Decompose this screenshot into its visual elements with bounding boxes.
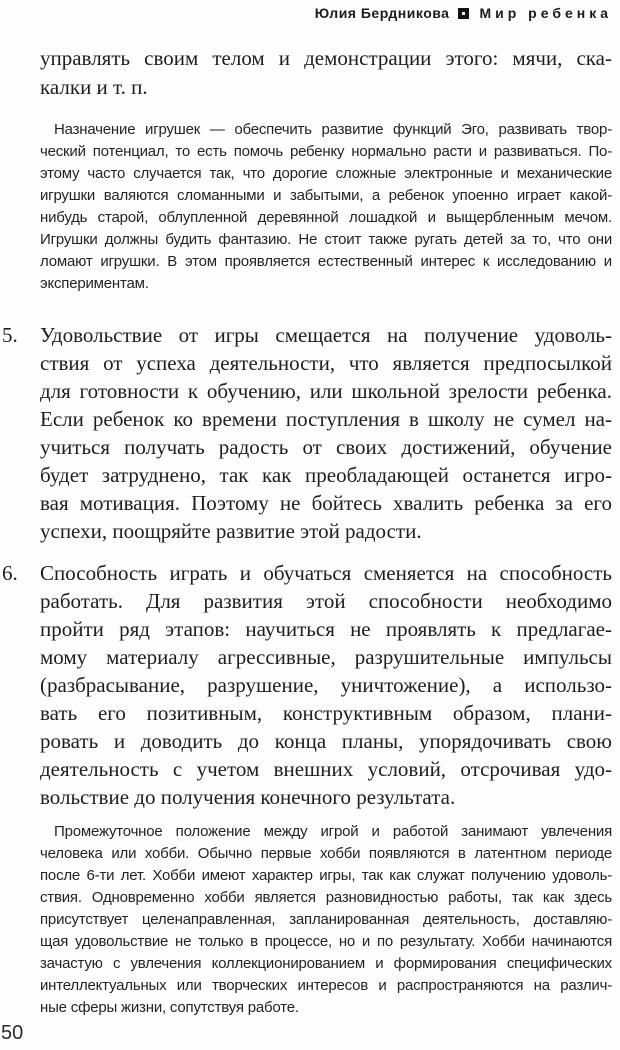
note-paragraph-hobby: [40, 821, 612, 1019]
text-line: калки и т. п.: [40, 75, 148, 99]
text-line: вать его позитивным, конструктивным образом, плани-: [40, 701, 612, 725]
text-line: интеллектуальных или творческих интересов и распространяются на различ-: [40, 977, 612, 994]
text-line: игрушки валяются сломанными и забытыми, а ребенок упоенно играет какой-: [40, 187, 612, 204]
text-line: ческий потенциал, то есть помочь ребенку нормально расти и развиваться. По-: [40, 143, 612, 160]
text-line: работать. Для развития этой способности необходимо: [40, 589, 612, 613]
text-line: щая удовольствие не только в процессе, но и по результату. Хобби начинаются: [40, 933, 612, 950]
square-bullet-dot: [462, 12, 465, 15]
text-line: присутствует целенаправленная, запланированная деятельность, доставляю-: [40, 911, 612, 928]
note-paragraph-toys: [40, 119, 612, 295]
text-line: для готовности к обучению, или школьной зрелости ребенка.: [40, 379, 612, 403]
text-line: успехи, поощряйте развитие этой радости.: [40, 519, 422, 543]
page-number: 50: [1, 1022, 24, 1044]
text-line: деятельность с учетом внешних условий, отсрочивая удо-: [40, 757, 612, 781]
item-6-text: [40, 559, 612, 811]
text-line: этому часто случается так, что дорогие сложные электронные и механические: [40, 165, 612, 182]
text-line: ствия. Одновременно хобби является разновидностью работы, так как здесь: [40, 889, 612, 906]
text-line: человека или хобби. Обычно первые хобби появляются в латентном периоде: [40, 845, 612, 862]
text-line: нибудь старой, облупленной деревянной лошадкой и выщербленным мечом.: [40, 209, 612, 226]
square-bullet-icon: [458, 8, 469, 19]
running-header: [0, 0, 620, 21]
text-line: Удовольствие от игры смещается на получение удоволь-: [40, 323, 612, 347]
text-line: пройти ряд этапов: научиться не проявлять к предлагае-: [40, 617, 612, 641]
text-line: будет затруднено, так как преобладающей останется игро-: [40, 463, 612, 487]
text-line: управлять своим телом и демонстрации этого: мячи, ска-: [40, 46, 612, 70]
item-5-text: [40, 321, 612, 545]
text-line: ные сферы жизни, сопутствуя работе.: [40, 999, 299, 1016]
paragraph-continuation: [40, 44, 612, 102]
text-line: после 6-ти лет. Хобби имеют характер игры, так как служат получению удоволь-: [40, 867, 612, 884]
text-line: вольствие до получения конечного результата.: [40, 785, 456, 809]
text-line: мому материалу агрессивные, разрушительные импульсы: [40, 645, 612, 669]
text-line: ломают игрушки. В этом проявляется естественный интерес к исследованию и: [40, 253, 612, 270]
text-line: экспериментам.: [40, 275, 149, 292]
header-book-title: Мир ребенка: [479, 5, 612, 21]
item-6-number: 6.: [2, 561, 18, 585]
item-5-number: 5.: [2, 323, 18, 347]
text-line: ствия от успеха деятельности, что является предпосылкой: [40, 351, 612, 375]
numbered-item-5: [2, 321, 612, 545]
numbered-item-6: [2, 559, 612, 811]
text-line: ровать и доводить до конца планы, упорядочивать свою: [40, 729, 612, 753]
text-line: Если ребенок ко времени поступления в школу не сумел на-: [40, 407, 612, 431]
text-column: [0, 44, 620, 1019]
text-line: (разбрасывание, разрушение, уничтожение), а использо-: [40, 673, 612, 697]
text-line: Промежуточное положение между игрой и работой занимают увлечения: [54, 823, 612, 840]
text-line: Назначение игрушек — обеспечить развитие функций Эго, развивать твор-: [54, 121, 612, 138]
text-line: учиться получать радость от своих достижений, обучение: [40, 435, 612, 459]
text-line: Игрушки должны будить фантазию. Не стоит также ругать детей за то, что они: [40, 231, 612, 248]
header-author: Юлия Бердникова: [314, 5, 450, 21]
text-line: Способность играть и обучаться сменяется на способность: [40, 561, 612, 585]
text-line: зачастую с увлечения коллекционированием и формирования специфических: [40, 955, 612, 972]
text-line: вая мотивация. Поэтому не бойтесь хвалить ребенка за его: [40, 491, 612, 515]
